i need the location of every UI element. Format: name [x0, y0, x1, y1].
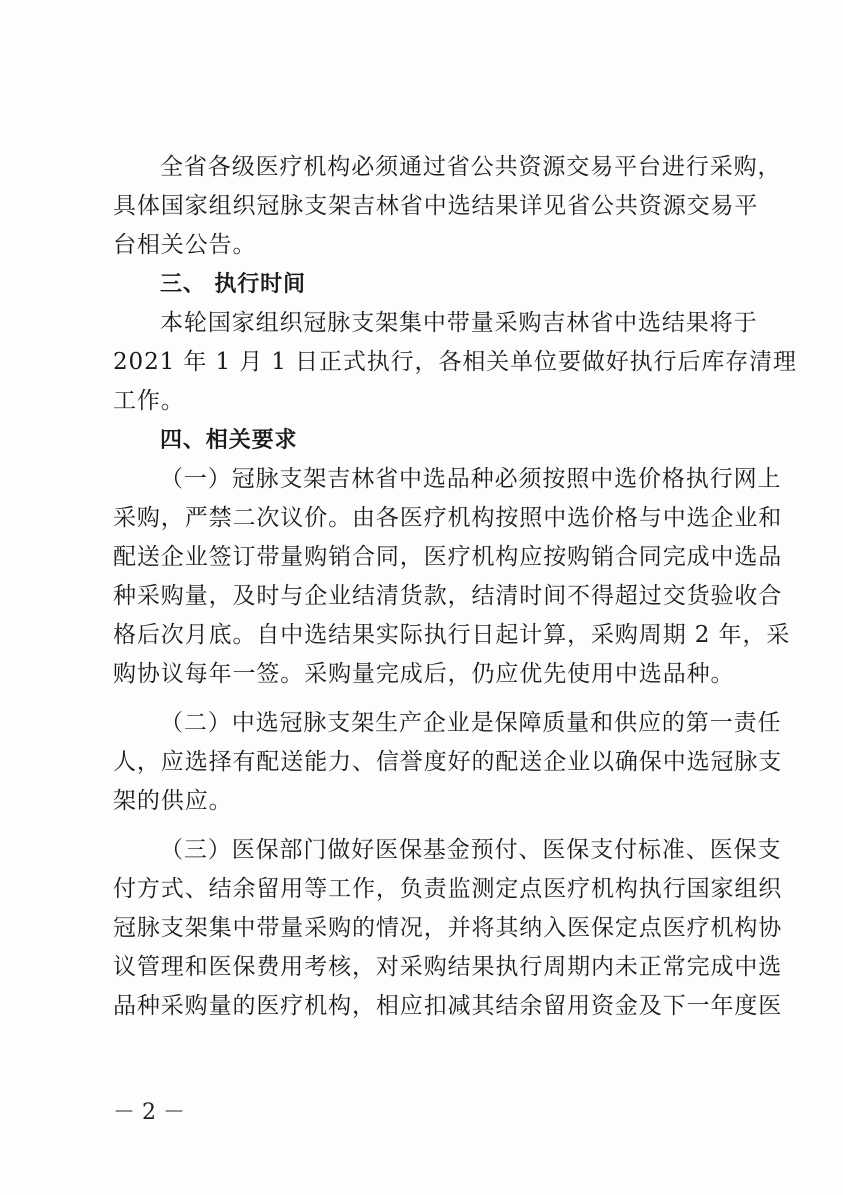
section-heading: 四、相关要求 [160, 428, 298, 453]
text-line: 冠脉支架集中带量采购的情况，并将其纳入医保定点医疗机构协 [113, 915, 783, 941]
text-line: 格后次月底。自中选结果实际执行日起计算，采购周期 2 年，采 [113, 622, 791, 648]
paragraph-gap [113, 821, 753, 831]
text-line: 本轮国家组织冠脉支架集中带量采购吉林省中选结果将于 [160, 310, 758, 336]
document-body [113, 148, 797, 1026]
text-line: 2021 年 1 月 1 日正式执行，各相关单位要做好执行后库存清理 [113, 349, 797, 375]
paragraph-gap [113, 694, 753, 704]
text-line: 议管理和医保费用考核，对采购结果执行周期内未正常完成中选 [113, 954, 783, 980]
text-line: 台相关公告。 [113, 232, 257, 258]
text-line: （二）中选冠脉支架生产企业是保障质量和供应的第一责任 [160, 710, 782, 736]
text-line: （三）医保部门做好医保基金预付、医保支付标准、医保支 [160, 837, 782, 863]
text-line: 具体国家组织冠脉支架吉林省中选结果详见省公共资源交易平 [113, 193, 759, 219]
text-line: 架的供应。 [113, 788, 233, 814]
text-line: 种采购量，及时与企业结清货款，结清时间不得超过交货验收合 [113, 583, 783, 609]
text-line: 人，应选择有配送能力、信誉度好的配送企业以确保中选冠脉支 [113, 749, 783, 775]
text-line: 付方式、结余留用等工作，负责监测定点医疗机构执行国家组织 [113, 876, 783, 902]
text-line: 品种采购量的医疗机构，相应扣减其结余留用资金及下一年度医 [113, 993, 783, 1019]
page-number: － 2 － [113, 1100, 185, 1125]
text-line: 全省各级医疗机构必须通过省公共资源交易平台进行采购， [160, 154, 782, 180]
text-line: 采购，严禁二次议价。由各医疗机构按照中选价格与中选企业和 [113, 505, 783, 531]
text-line: （一）冠脉支架吉林省中选品种必须按照中选价格执行网上 [160, 466, 782, 492]
text-line: 配送企业签订带量购销合同，医疗机构应按购销合同完成中选品 [113, 544, 783, 570]
text-line: 购协议每年一签。采购量完成后，仍应优先使用中选品种。 [113, 661, 735, 687]
text-line: 工作。 [113, 388, 185, 414]
section-heading: 三、 执行时间 [160, 272, 306, 297]
